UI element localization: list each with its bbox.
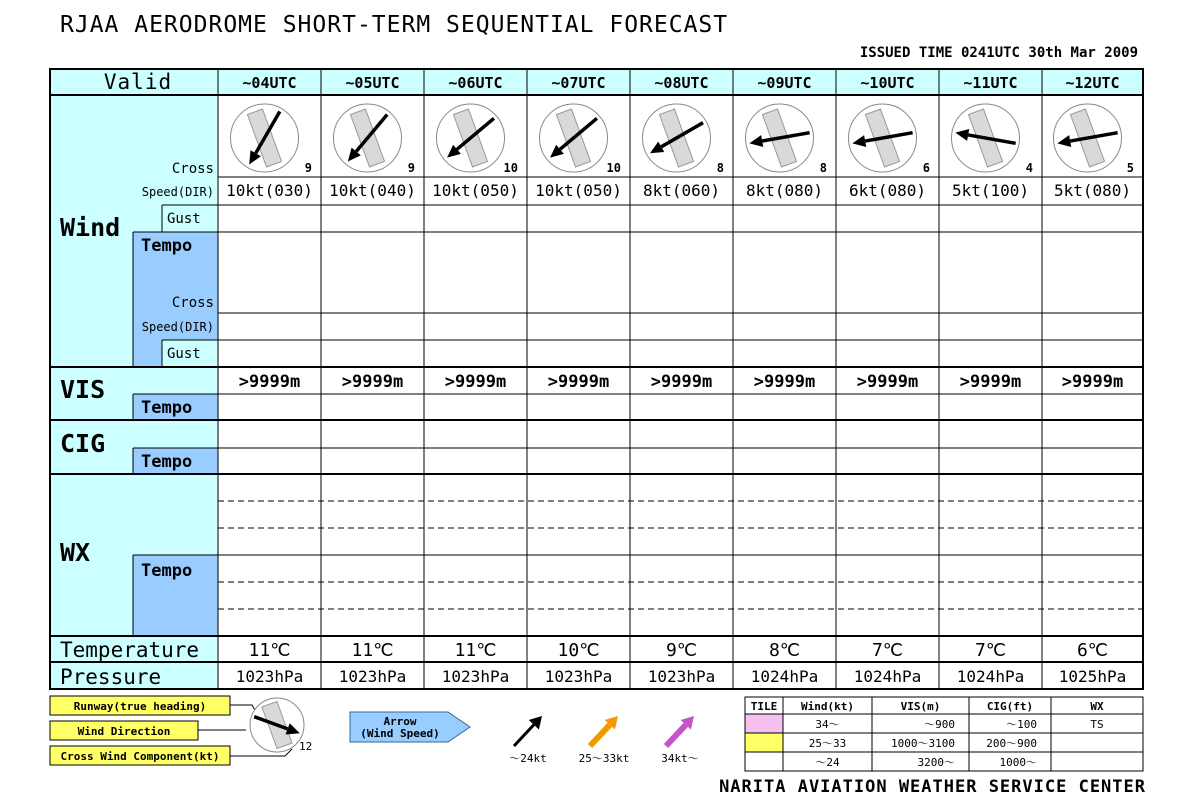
valid-time: ~11UTC — [963, 74, 1018, 92]
vis-value: >9999m — [1061, 372, 1124, 392]
pressure-value: 1024hPa — [853, 667, 922, 686]
cig-tempo-label: Tempo — [141, 452, 193, 472]
data-cells — [226, 74, 1134, 686]
legend-runway-text: Runway(true heading) — [73, 700, 207, 713]
column-2 — [432, 74, 519, 686]
temperature-value: 11℃ — [351, 640, 394, 661]
tile-swatch-0 — [745, 714, 783, 733]
tile-cell: 1000～ — [999, 756, 1037, 769]
wind-speed-dir: 10kt(050) — [535, 181, 622, 200]
legend-sample-value: 12 — [299, 740, 313, 753]
cross-wind-value: 6 — [922, 161, 930, 175]
tile-cell: ～900 — [924, 718, 955, 731]
tempo-speed-dir-label: Speed(DIR) — [141, 320, 214, 334]
gust-label: Gust — [167, 211, 201, 227]
speed-class-1 — [579, 716, 630, 765]
vis-value: >9999m — [959, 372, 1022, 392]
tile-cell: ～24 — [815, 756, 840, 769]
temperature-value: 11℃ — [248, 640, 291, 661]
legend-sample-dial — [250, 698, 304, 752]
pressure-value: 1023hPa — [338, 667, 407, 686]
vis-value: >9999m — [238, 372, 301, 392]
tempo-gust-label: Gust — [167, 346, 201, 362]
wind-6-dial — [849, 104, 917, 172]
valid-time: ~04UTC — [242, 74, 297, 92]
wind-1-dial — [334, 104, 402, 172]
wind-speed-dir: 6kt(080) — [848, 181, 927, 200]
wind-speed-dir: 5kt(080) — [1053, 181, 1132, 200]
tile-cell: 1000～3100 — [891, 737, 955, 750]
column-1 — [329, 74, 416, 686]
tile-table — [745, 697, 1143, 771]
speed-dir-label: Speed(DIR) — [141, 185, 214, 199]
wind-speed-dir: 8kt(060) — [642, 181, 721, 200]
tile-header: Wind(kt) — [801, 700, 854, 713]
legend-crosswind-text: Cross Wind Component(kt) — [60, 750, 220, 763]
wx-tempo-label: Tempo — [141, 561, 193, 581]
cross-wind-value: 10 — [503, 161, 518, 175]
pressure-value: 1023hPa — [544, 667, 613, 686]
temperature-label: Temperature — [60, 638, 200, 662]
tile-cell: 34～ — [815, 718, 840, 731]
speed-class-label: 25～33kt — [578, 752, 630, 765]
footer-org: NARITA AVIATION WEATHER SERVICE CENTER — [719, 777, 1146, 797]
column-5 — [746, 74, 828, 686]
speed-class-0 — [509, 716, 547, 765]
pressure-value: 1023hPa — [647, 667, 716, 686]
legend — [50, 696, 1143, 771]
temperature-value: 9℃ — [665, 640, 698, 661]
speed-class-arrow-shaft — [514, 725, 534, 746]
cross-wind-value: 5 — [1126, 161, 1134, 175]
column-8 — [1054, 74, 1135, 686]
speed-class-arrows — [509, 716, 699, 765]
column-6 — [849, 74, 931, 686]
wind-4-dial — [643, 104, 711, 172]
column-4 — [643, 74, 725, 686]
wx-label: WX — [60, 538, 91, 567]
vis-label: VIS — [60, 375, 106, 404]
valid-time: ~09UTC — [757, 74, 812, 92]
wind-speed-dir: 10kt(040) — [329, 181, 416, 200]
valid-time: ~07UTC — [551, 74, 606, 92]
pressure-value: 1024hPa — [750, 667, 819, 686]
tile-header: VIS(m) — [900, 700, 941, 713]
pressure-label: Pressure — [60, 665, 162, 689]
wind-tempo-label: Tempo — [141, 236, 193, 256]
temperature-value: 10℃ — [557, 640, 600, 661]
tile-swatch-2 — [745, 752, 783, 771]
vis-value: >9999m — [547, 372, 610, 392]
tile-header: CIG(ft) — [986, 700, 1034, 713]
tile-cell: 200～900 — [986, 737, 1037, 750]
pressure-value: 1023hPa — [235, 667, 304, 686]
temperature-value: 7℃ — [974, 640, 1007, 661]
column-3 — [535, 74, 622, 686]
legend-direction-text: Wind Direction — [77, 725, 171, 738]
cross-wind-value: 8 — [819, 161, 827, 175]
wind-7-dial — [952, 104, 1020, 172]
tile-cell: 3200～ — [917, 756, 955, 769]
cross-wind-value: 8 — [716, 161, 724, 175]
tile-cell: TS — [1090, 718, 1104, 731]
wind-8-dial — [1054, 104, 1122, 172]
cig-label: CIG — [60, 429, 106, 458]
vis-value: >9999m — [341, 372, 404, 392]
tile-cell: 25～33 — [808, 737, 847, 750]
speed-class-arrow-shaft — [666, 725, 686, 746]
speed-class-2 — [661, 716, 699, 765]
valid-time: ~06UTC — [448, 74, 503, 92]
cross-wind-value: 10 — [606, 161, 621, 175]
tile-cell: ～100 — [1006, 718, 1037, 731]
wind-label: Wind — [60, 213, 121, 242]
temperature-value: 11℃ — [454, 640, 497, 661]
vis-value: >9999m — [753, 372, 816, 392]
tempo-cross-label: Cross — [171, 295, 214, 311]
vis-value: >9999m — [856, 372, 919, 392]
issued-time: ISSUED TIME 0241UTC 30th Mar 2009 — [859, 45, 1138, 61]
speed-class-arrow-shaft — [590, 725, 610, 746]
valid-time: ~08UTC — [654, 74, 709, 92]
legend-runway-leader — [230, 705, 256, 712]
wind-speed-dir: 10kt(050) — [432, 181, 519, 200]
tile-swatch-1 — [745, 733, 783, 752]
cross-wind-value: 9 — [304, 161, 312, 175]
pressure-value: 1024hPa — [956, 667, 1025, 686]
wind-speed-dir: 10kt(030) — [226, 181, 313, 200]
cross-label: Cross — [171, 161, 214, 177]
valid-time: ~10UTC — [860, 74, 915, 92]
pressure-value: 1025hPa — [1058, 667, 1127, 686]
wind-3-dial — [540, 104, 608, 172]
cross-wind-value: 4 — [1025, 161, 1033, 175]
temperature-value: 7℃ — [871, 640, 904, 661]
vis-tempo-label: Tempo — [141, 398, 193, 418]
page-title: RJAA AERODROME SHORT-TERM SEQUENTIAL FORECAST — [60, 12, 729, 38]
valid-label: Valid — [103, 70, 173, 94]
cross-wind-value: 9 — [407, 161, 415, 175]
pressure-value: 1023hPa — [441, 667, 510, 686]
speed-class-label: ～24kt — [509, 752, 547, 765]
wind-speed-dir: 5kt(100) — [951, 181, 1030, 200]
tile-header: WX — [1090, 700, 1104, 713]
wind-2-dial — [437, 104, 505, 172]
wind-0-dial — [231, 104, 299, 172]
temperature-value: 6℃ — [1076, 640, 1109, 661]
wind-speed-dir: 8kt(080) — [745, 181, 824, 200]
vis-value: >9999m — [650, 372, 713, 392]
temperature-value: 8℃ — [768, 640, 801, 661]
wind-5-dial — [746, 104, 814, 172]
valid-time: ~12UTC — [1065, 74, 1120, 92]
legend-arrow-label: Arrow — [383, 715, 417, 728]
valid-time: ~05UTC — [345, 74, 400, 92]
speed-class-label: 34kt～ — [661, 752, 699, 765]
column-0 — [226, 74, 313, 686]
column-7 — [952, 74, 1034, 686]
vis-value: >9999m — [444, 372, 507, 392]
tile-header: TILE — [750, 700, 778, 713]
legend-arrow-sublabel: (Wind Speed) — [360, 727, 440, 740]
legend-sample-dial — [250, 698, 304, 752]
